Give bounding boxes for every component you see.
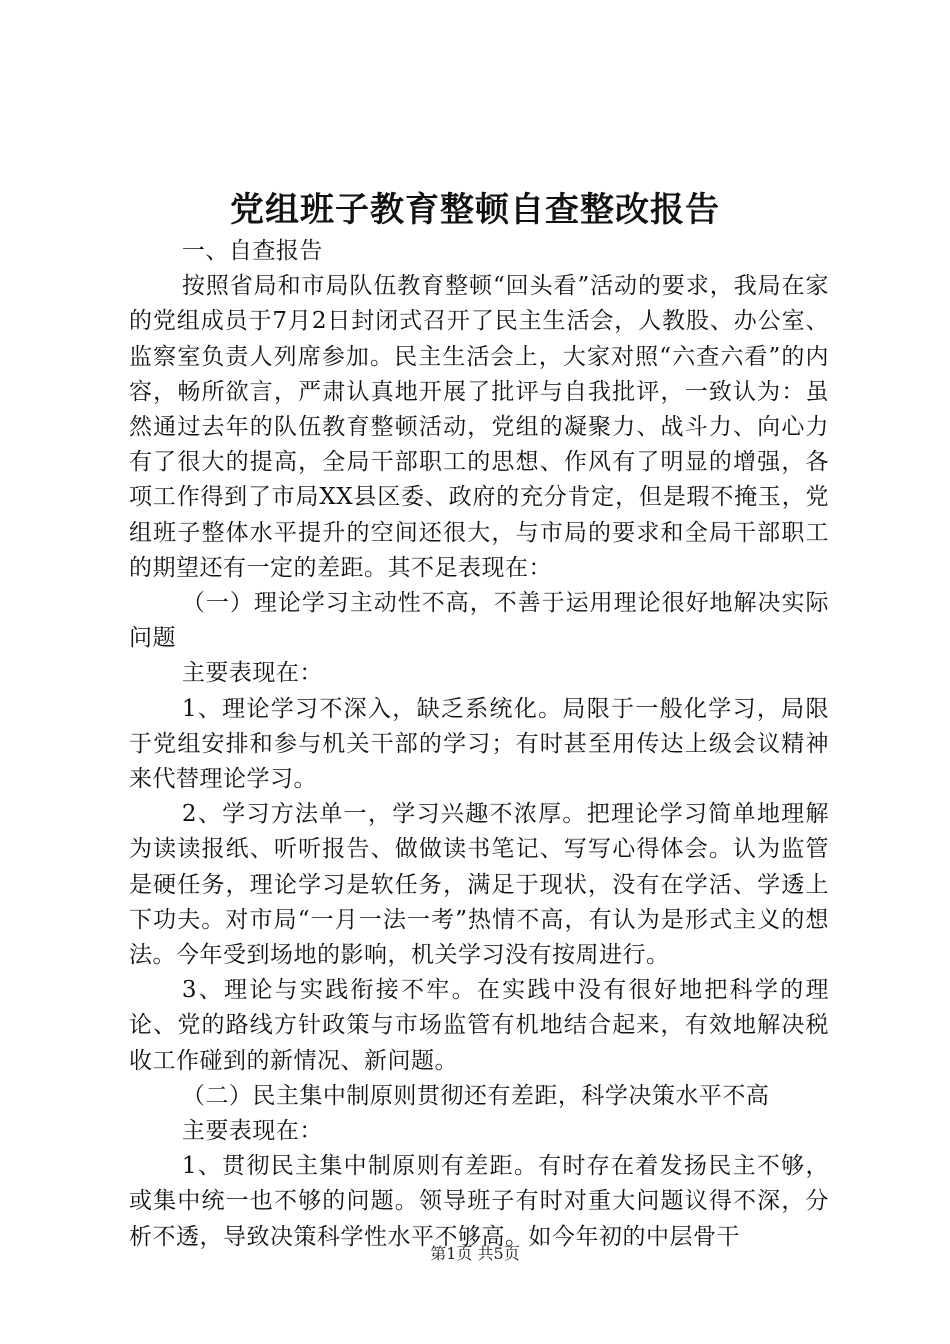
body-paragraph: 1、理论学习不深入，缺乏系统化。局限于一般化学习，局限于党组安排和参与机关干部的学习；有时甚至用传达上级会议精神来代替理论学习。: [129, 695, 829, 793]
body-paragraph: 2、学习方法单一，学习兴趣不浓厚。把理论学习简单地理解为读读报纸、听听报告、做做读书笔记、写写心得体会。认为监管是硬任务，理论学习是软任务，满足于现状，没有在学活、学透上下功夫。对市局“一月一法一考”热情不高，有认为是形式主义的想法。今年受到场地的影响，机关学习没有按周进行。: [129, 801, 829, 969]
body-paragraph: 1、贯彻民主集中制原则有差距。有时存在着发扬民主不够，或集中统一也不够的问题。领导班子有时对重大问题议得不深，分析不透，导致决策科学性水平不够高。如今年初的中层骨干: [129, 1153, 829, 1250]
subsection-heading: （一）理论学习主动性不高，不善于运用理论很好地解决实际问题: [129, 590, 829, 652]
page-number: 第1页 共5页: [430, 1244, 520, 1263]
document-title: 党组班子教育整顿自查整改报告: [230, 190, 720, 230]
subsection-heading: （二）民主集中制原则贯彻还有差距，科学决策水平不高: [181, 1082, 770, 1109]
document-body: [129, 234, 829, 1255]
body-paragraph: 3、理论与实践衔接不牢。在实践中没有很好地把科学的理论、党的路线方针政策与市场监管有机地结合起来，有效地解决税收工作碰到的新情况、新问题。: [129, 977, 829, 1074]
body-paragraph: 按照省局和市局队伍教育整顿“回头看”活动的要求，我局在家的党组成员于7月2日封闭式召开了民主生活会，人教股、办公室、监察室负责人列席参加。民主生活会上，大家对照“六查六看”的内容，畅所欲言，严肃认真地开展了批评与自我批评，一致认为：虽然通过去年的队伍教育整顿活动，党组的凝聚力、战斗力、向心力有了很大的提高，全局干部职工的思想、作风有了明显的增强，各项工作得到了市局XX县区委、政府的充分肯定，但是瑕不掩玉，党组班子整体水平提升的空间还很大，与市局的要求和全局干部职工的期望还有一定的差距。其不足表现在：: [129, 273, 829, 581]
body-paragraph: 主要表现在：: [181, 660, 323, 687]
section-heading: 一、自查报告: [181, 238, 323, 264]
body-paragraph: 主要表现在：: [181, 1118, 323, 1145]
